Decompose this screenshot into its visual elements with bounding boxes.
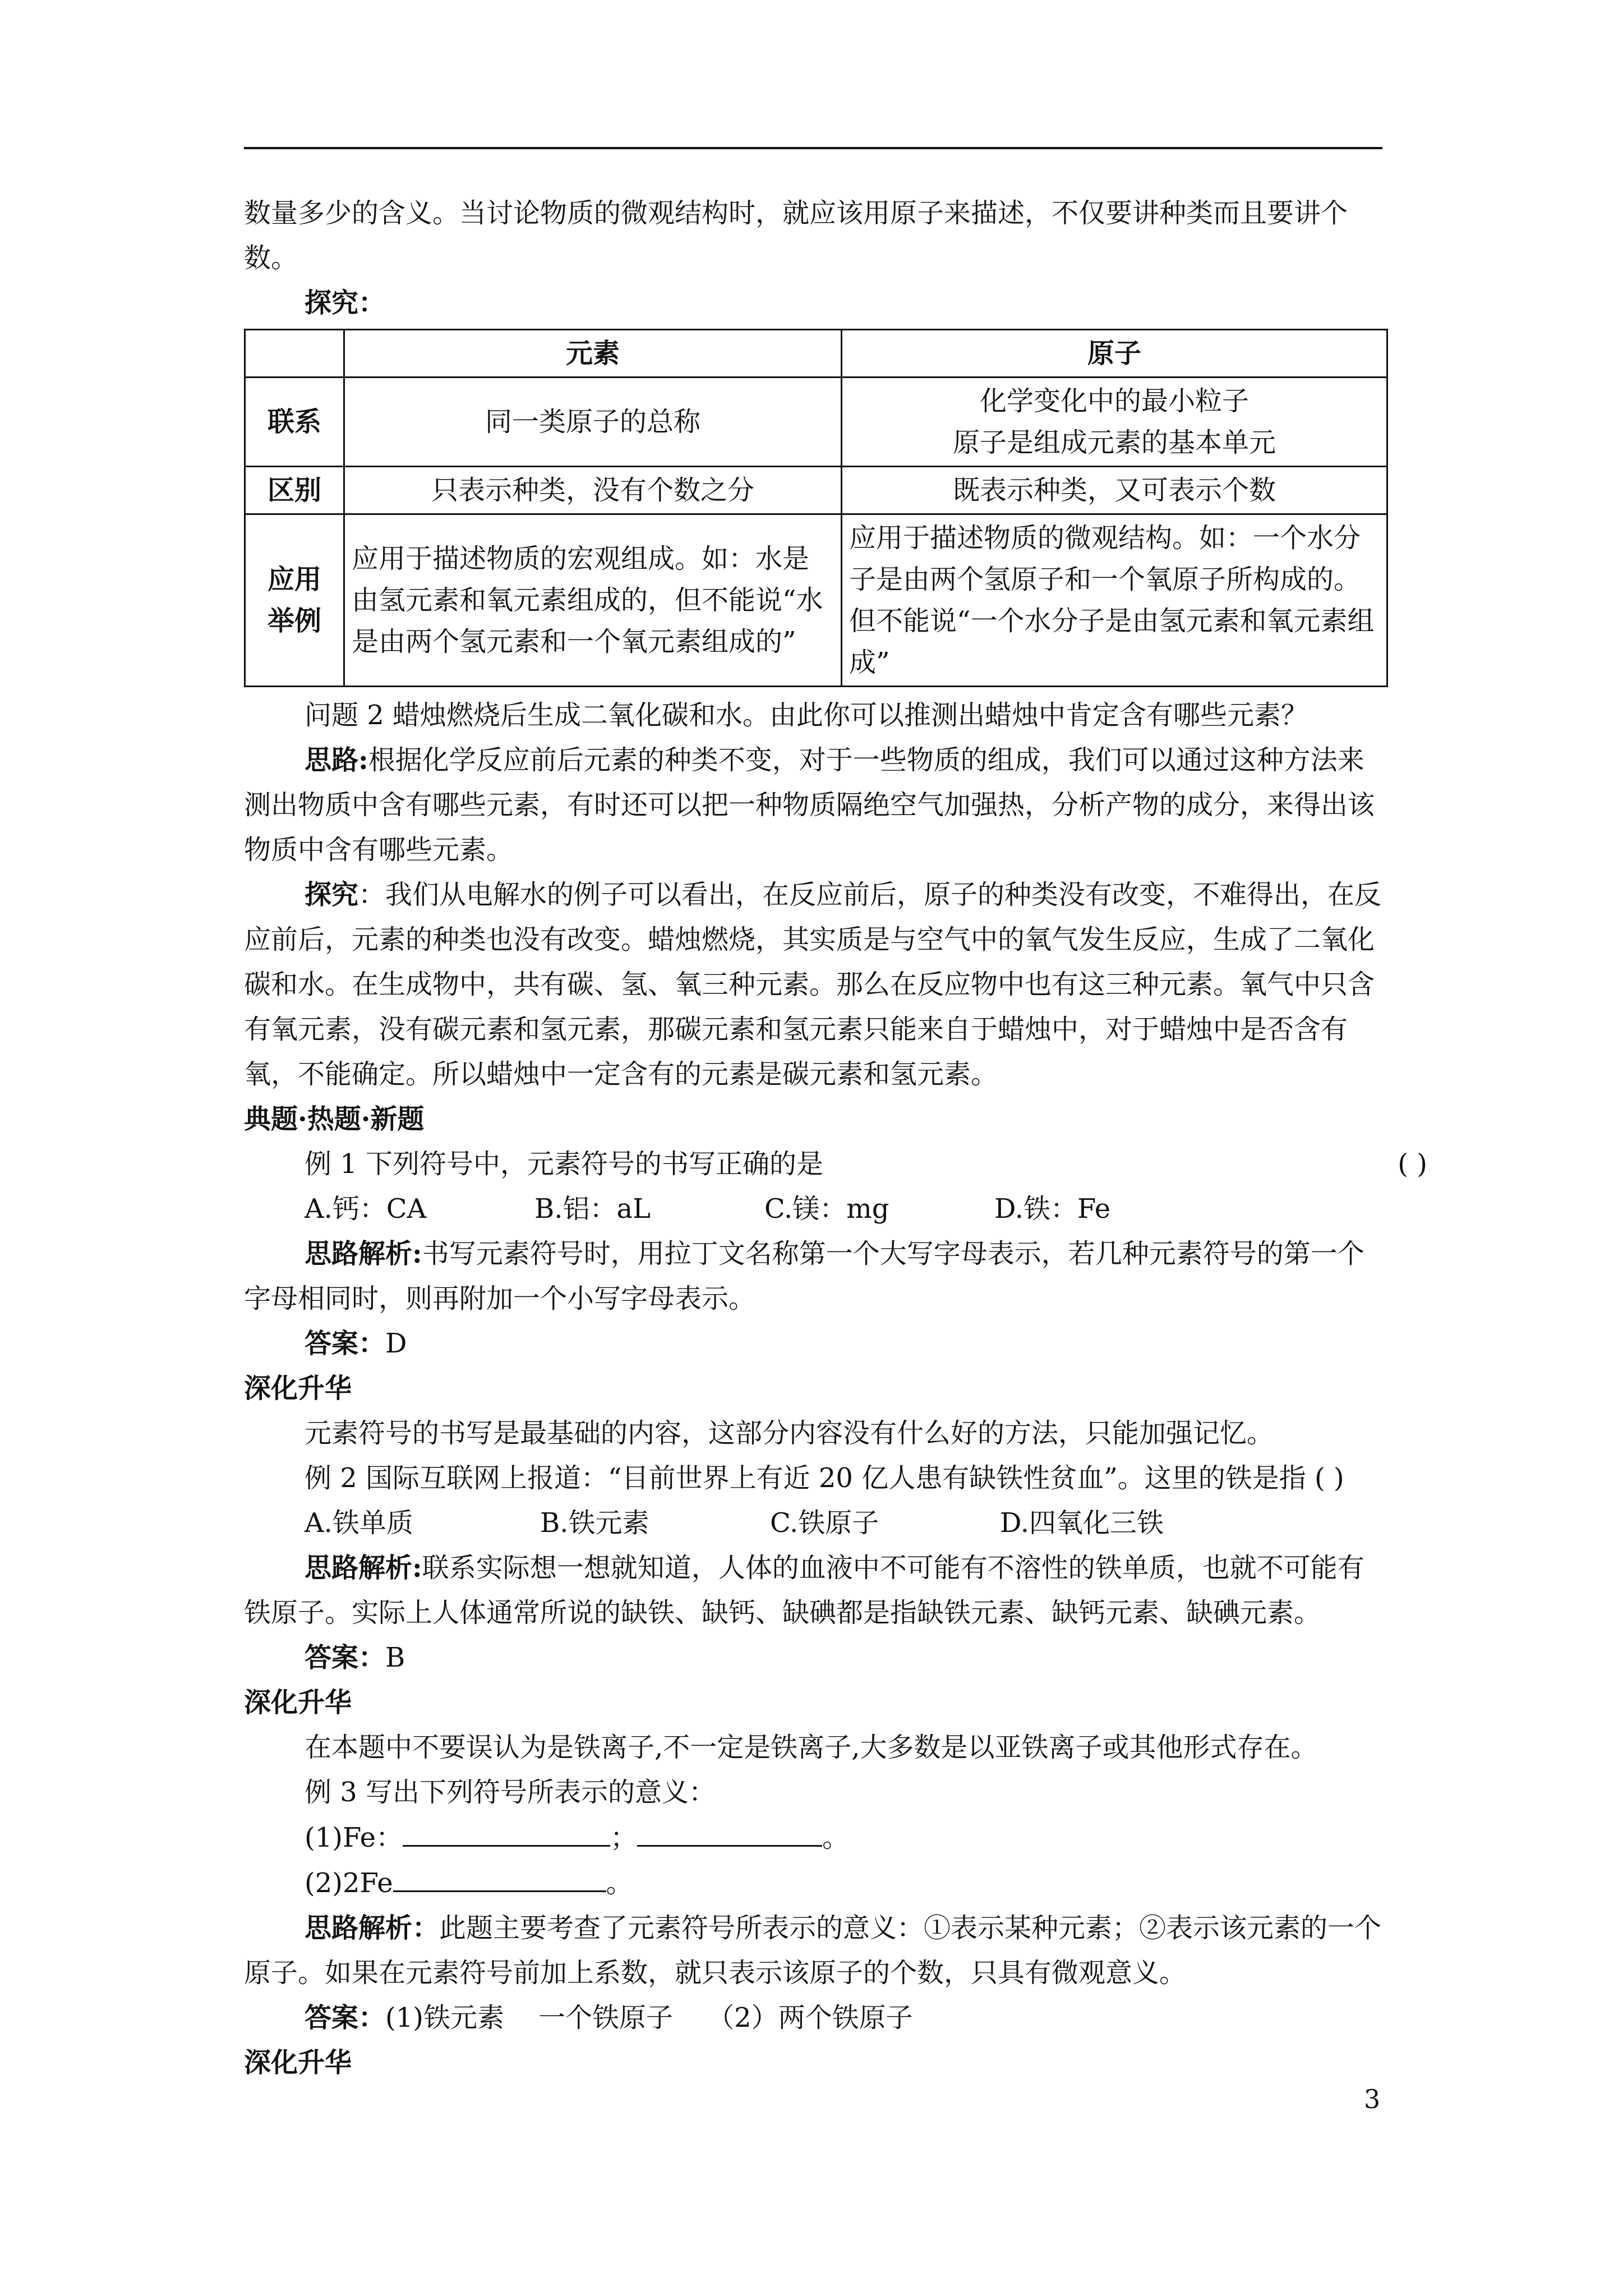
cell-element-difference: 只表示种类，没有个数之分 <box>344 467 842 514</box>
table-row <box>245 467 1387 514</box>
cell-element-relation: 同一类原子的总称 <box>344 378 842 467</box>
analysis-text: 此题主要考查了元素符号所表示的意义：①表示某种元素；②表示该元素的一个原子。如果在元素符号前加上系数，就只表示该原子的个数，只具有微观意义。 <box>244 1912 1382 1989</box>
table-row <box>245 378 1387 467</box>
option-b: B.铝：aL <box>534 1193 651 1225</box>
answer-label: 答案： <box>305 1642 386 1673</box>
cell-atom-relation <box>842 378 1387 467</box>
option-a: A.铁单质 <box>305 1507 413 1539</box>
table-header-atom: 原子 <box>842 330 1387 378</box>
deepen-text-1: 元素符号的书写是最基础的内容，这部分内容没有什么好的方法，只能加强记忆。 <box>305 1418 1274 1449</box>
idea-text: 根据化学反应前后元素的种类不变，对于一些物质的组成，我们可以通过这种方法来测出物质中含有哪些元素，有时还可以把一种物质隔绝空气加强热，分析产物的成分，来得出该物质中含有哪些元素。 <box>244 744 1375 866</box>
table-header-element: 元素 <box>344 330 842 378</box>
row-label-difference: 区别 <box>245 467 344 514</box>
example-3-line-1 <box>244 1815 1388 1860</box>
comparison-table <box>244 329 1388 687</box>
example-3-answer <box>244 1995 1388 2040</box>
option-a: A.钙：CA <box>305 1193 427 1225</box>
page-number: 3 <box>1364 2084 1381 2114</box>
example-1-question <box>244 1142 1427 1186</box>
row-label-relation: 联系 <box>245 378 344 467</box>
example-3-line-2 <box>244 1860 1388 1906</box>
answer-label: 答案： <box>305 1328 386 1359</box>
answer-label: 答案： <box>305 2002 386 2033</box>
fill-blank-2[interactable] <box>637 1815 822 1847</box>
cell-atom-relation-line1: 化学变化中的最小粒子 <box>979 385 1249 417</box>
explore-label: 探究： <box>305 287 386 319</box>
answer-value: (1)铁元素 一个铁原子 （2）两个铁原子 <box>385 2002 913 2033</box>
explore-text: ：我们从电解水的例子可以看出，在反应前后，原子的种类没有改变，不难得出，在反应前后，元素的种类也没有改变。蜡烛燃烧，其实质是与空气中的氧气发生反应，生成了二氧化碳和水。在生成物中，共有碳、氢、氧三种元素。那么在反应物中也有这三种元素。氧气中只含有氧元素，没有碳元素和氢元素，那碳元素和氢元素只能来自于蜡烛中，对于蜡烛中是否含有氧，不能确定。所以蜡烛中一定含有的元素是碳元素和氢元素。 <box>244 879 1382 1090</box>
example-1-analysis <box>244 1231 1388 1321</box>
row-label-application-line1: 应用 <box>267 564 321 595</box>
deepen-heading: 深化升华 <box>244 2047 352 2078</box>
example-1-answer-paren: ( ) <box>1398 1148 1427 1180</box>
option-c: C.铁原子 <box>770 1507 879 1539</box>
explore-label-2: 探究 <box>305 879 359 910</box>
answer-value: D <box>385 1328 407 1359</box>
analysis-text: 书写元素符号时，用拉丁文名称第一个大写字母表示，若几种元素符号的第一个字母相同时，则再附加一个小写字母表示。 <box>244 1238 1364 1314</box>
cell-element-application: 应用于描述物质的宏观组成。如：水是由氢元素和氧元素组成的，但不能说“水是由两个氢元素和一个氧元素组成的” <box>344 514 842 687</box>
example-2-answer <box>244 1635 1388 1680</box>
line-2-end: 。 <box>606 1867 633 1899</box>
example-2-options <box>244 1501 1388 1545</box>
header-rule <box>244 147 1382 149</box>
line-2-prefix: (2)2Fe <box>305 1867 393 1899</box>
line-1-separator: ； <box>610 1822 638 1853</box>
row-label-application-line2: 举例 <box>267 605 321 637</box>
example-1-answer <box>244 1321 1388 1366</box>
question-2-explore <box>244 872 1388 1097</box>
example-1-options <box>244 1186 1388 1231</box>
table-header-cell-empty <box>245 330 344 378</box>
section-title: 典题·热题·新题 <box>244 1103 425 1135</box>
option-c: C.镁：mg <box>764 1193 889 1225</box>
option-b: B.铁元素 <box>540 1507 649 1539</box>
option-d: D.铁：Fe <box>994 1193 1111 1225</box>
row-label-application <box>245 514 344 687</box>
deepen-text-2: 在本题中不要误认为是铁离子,不一定是铁离子,大多数是以亚铁离子或其他形式存在。 <box>305 1732 1318 1763</box>
analysis-label: 思路解析： <box>305 1912 440 1944</box>
table-row <box>245 514 1387 687</box>
intro-paragraph: 数量多少的含义。当讨论物质的微观结构时，就应该用原子来描述，不仅要讲种类而且要讲个数。 <box>244 197 1348 274</box>
cell-atom-application: 应用于描述物质的微观结构。如：一个水分子是由两个氢原子和一个氧原子所构成的。但不能说“一个水分子是由氢元素和氧元素组成” <box>842 514 1387 687</box>
example-2-answer-paren: ( ) <box>1315 1462 1344 1494</box>
cell-atom-difference: 既表示种类，又可表示个数 <box>842 467 1387 514</box>
example-1-text: 例 1 下列符号中，元素符号的书写正确的是 <box>305 1148 824 1180</box>
cell-atom-relation-line2: 原子是组成元素的基本单元 <box>952 427 1276 458</box>
example-2-analysis <box>244 1545 1388 1635</box>
fill-blank-3[interactable] <box>393 1860 606 1892</box>
deepen-heading: 深化升华 <box>244 1373 352 1404</box>
question-2: 问题 2 蜡烛燃烧后生成二氧化碳和水。由此你可以推测出蜡烛中肯定含有哪些元素？ <box>305 700 1308 731</box>
analysis-label: 思路解析: <box>305 1552 422 1584</box>
analysis-label: 思路解析: <box>305 1238 422 1269</box>
fill-blank-1[interactable] <box>403 1815 610 1847</box>
table-header-row <box>245 330 1387 378</box>
example-3-analysis <box>244 1906 1388 1995</box>
document-body <box>244 191 1427 2085</box>
question-2-idea <box>244 738 1388 872</box>
deepen-heading: 深化升华 <box>244 1687 352 1718</box>
line-1-prefix: (1)Fe： <box>305 1822 403 1853</box>
option-d: D.四氧化三铁 <box>1000 1507 1164 1539</box>
analysis-text: 联系实际想一想就知道，人体的血液中不可能有不溶性的铁单质，也就不可能有铁原子。实际上人体通常所说的缺铁、缺钙、缺碘都是指缺铁元素、缺钙元素、缺碘元素。 <box>244 1552 1364 1628</box>
example-2-question <box>244 1456 1388 1501</box>
idea-label: 思路: <box>305 744 368 776</box>
example-3-question: 例 3 写出下列符号所表示的意义： <box>305 1777 716 1808</box>
line-1-end: 。 <box>822 1822 850 1853</box>
example-2-text: 例 2 国际互联网上报道：“目前世界上有近 20 亿人患有缺铁性贫血”。这里的铁是指 <box>305 1462 1306 1494</box>
answer-value: B <box>385 1642 405 1673</box>
